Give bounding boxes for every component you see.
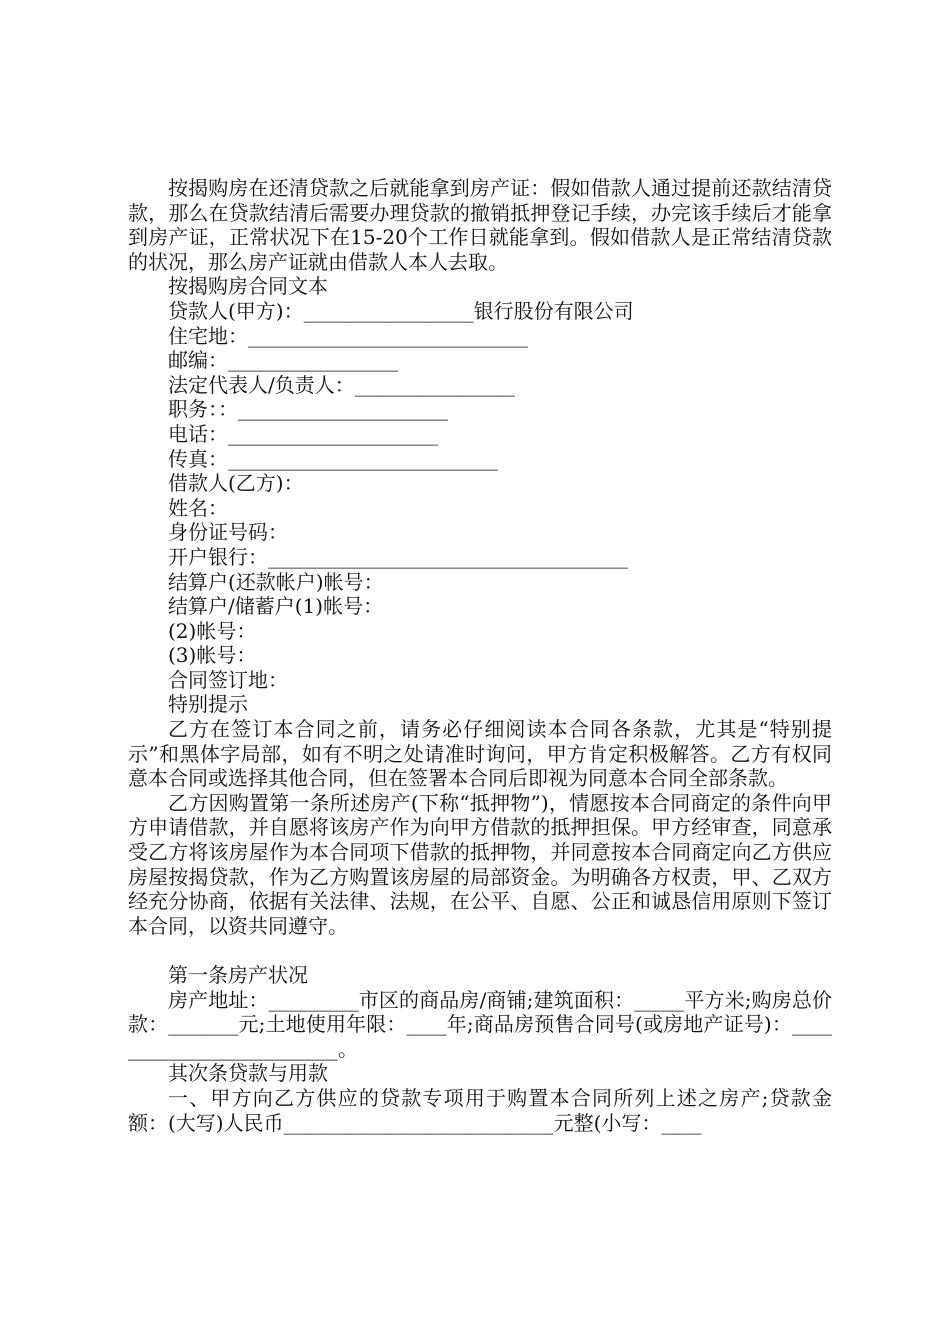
article1-title: 第一条房产状况 xyxy=(168,963,308,987)
notice-paragraph: 乙方在签订本合同之前，请务必仔细阅读本合同各条款，尤其是“特别提示”和黑体字局部，如有不明之处请准时询问，甲方肯定积极解答。乙方有权同意本合同或选择其他合同，但在签署本合同后即视为同意本合同全部条款。 xyxy=(128,717,832,791)
document-body xyxy=(128,176,832,1135)
intro-paragraph: 按揭购房在还清贷款之后就能拿到房产证：假如借款人通过提前还款结清贷款，那么在贷款结清后需要办理贷款的撤销抵押登记手续，办完该手续后才能拿到房产证，正常状况下在15-20个工作日就能拿到。假如借款人是正常结清贷款的状况，那么房产证就由借款人本人去取。 xyxy=(128,176,832,274)
field-savings-account-1: 结算户/储蓄户(1)帐号： xyxy=(168,594,384,619)
field-account-3: (3)帐号： xyxy=(168,643,257,668)
field-legal-representative: 法定代表人/负责人：________________ xyxy=(168,372,515,397)
article2-title: 其次条贷款与用款 xyxy=(168,1061,328,1086)
field-borrower: 借款人(乙方)： xyxy=(168,471,304,496)
field-id-number: 身份证号码： xyxy=(168,520,288,545)
field-address: 住宅地：____________________________ xyxy=(168,323,528,348)
field-phone: 电话：_____________________ xyxy=(168,421,438,446)
field-lender: 贷款人(甲方)：_________________银行股份有限公司 xyxy=(168,298,634,323)
article2-paragraph: 一、甲方向乙方供应的贷款专项用于购置本合同所列上述之房产;贷款金额：(大写)人民币___________________________元整(小写：____ xyxy=(128,1085,832,1135)
field-position: 职务：：_____________________ xyxy=(168,397,448,422)
field-fax: 传真：___________________________ xyxy=(168,446,498,471)
notice-title: 特别提示 xyxy=(168,692,248,717)
article1-paragraph: 房产地址：_________市区的商品房/商铺;建筑面积：_____平方米;购房总价款：_______元;土地使用年限：____年;商品房预售合同号(或房地产证号)：_________________________。 xyxy=(128,987,832,1061)
contract-title: 按揭购房合同文本 xyxy=(168,274,328,299)
field-repayment-account: 结算户(还款帐户)帐号： xyxy=(168,569,384,594)
field-signing-place: 合同签订地： xyxy=(168,667,288,692)
field-name: 姓名： xyxy=(168,495,228,520)
purpose-paragraph: 乙方因购置第一条所述房产(下称“抵押物”)，情愿按本合同商定的条件向甲方申请借款，并自愿将该房产作为向甲方借款的抵押担保。甲方经审查，同意承受乙方将该房屋作为本合同项下借款的抵押物，并同意按本合同商定向乙方供应房屋按揭贷款，作为乙方购置该房屋的局部资金。为明确各方权责，甲、乙双方经充分协商，依据有关法律、法规，在公平、自愿、公正和诚恳信用原则下签订本合同，以资共同遵守。 xyxy=(128,790,832,938)
field-bank: 开户银行：____________________________________ xyxy=(168,544,628,569)
field-postcode: 邮编：_________________ xyxy=(168,348,398,373)
field-account-2: (2)帐号： xyxy=(168,618,257,643)
blank-line xyxy=(128,938,832,963)
